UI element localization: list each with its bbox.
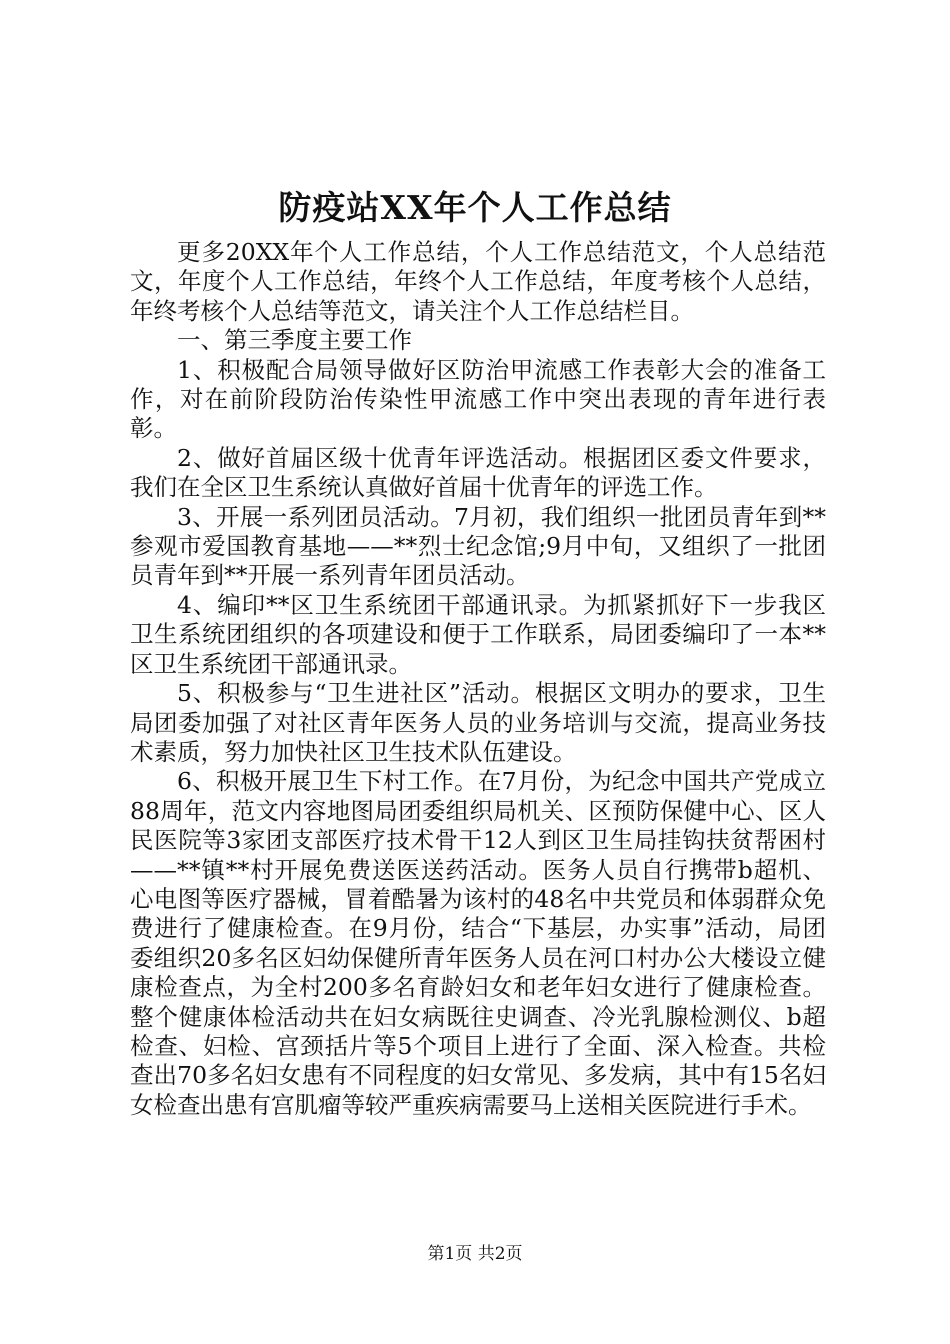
- intro-paragraph: 更多20XX年个人工作总结，个人工作总结范文，个人总结范文，年度个人工作总结，年终个人工作总结，年度考核个人总结，年终考核个人总结等范文，请关注个人工作总结栏目。: [130, 238, 826, 325]
- document-body: [130, 238, 826, 1120]
- item-paragraph-2: 2、做好首届区级十优青年评选活动。根据团区委文件要求，我们在全区卫生系统认真做好首届十优青年的评选工作。: [130, 443, 826, 502]
- item-paragraph-3: 3、开展一系列团员活动。7月初，我们组织一批团员青年到**参观市爱国教育基地——**烈士纪念馆;9月中旬，又组织了一批团员青年到**开展一系列青年团员活动。: [130, 502, 826, 590]
- item-paragraph-4: 4、编印**区卫生系统团干部通讯录。为抓紧抓好下一步我区卫生系统团组织的各项建设和便于工作联系，局团委编印了一本**区卫生系统团干部通讯录。: [130, 590, 826, 678]
- document-title: 防疫站XX年个人工作总结: [278, 188, 672, 227]
- item-paragraph-6: 6、积极开展卫生下村工作。在7月份，为纪念中国共产党成立88周年，范文内容地图局团委组织局机关、区预防保健中心、区人民医院等3家团支部医疗技术骨干12人到区卫生局挂钩扶贫帮困村——**镇**村开展免费送医送药活动。医务人员自行携带b超机、心电图等医疗器械，冒着酷暑为该村的48名中共党员和体弱群众免费进行了健康检查。在9月份，结合“下基层，办实事”活动，局团委组织20多名区妇幼保健所青年医务人员在河口村办公大楼设立健康检查点，为全村200多名育龄妇女和老年妇女进行了健康检查。整个健康体检活动共在妇女病既往史调查、冷光乳腺检测仪、b超检查、妇检、宫颈括片等5个项目上进行了全面、深入检查。共检查出70多名妇女患有不同程度的妇女常见、多发病，其中有15名妇女检查出患有宫肌瘤等较严重疾病需要马上送相关医院进行手术。: [130, 767, 826, 1119]
- item-paragraph-1: 1、积极配合局领导做好区防治甲流感工作表彰大会的准备工作，对在前阶段防治传染性甲流感工作中突出表现的青年进行表彰。: [130, 355, 826, 443]
- item-paragraph-5: 5、积极参与“卫生进社区”活动。根据区文明办的要求，卫生局团委加强了对社区青年医务人员的业务培训与交流，提高业务技术素质，努力加快社区卫生技术队伍建设。: [130, 679, 826, 766]
- page-number-footer: 第1页 共2页: [427, 1244, 523, 1264]
- section-heading: 一、第三季度主要工作: [177, 326, 412, 355]
